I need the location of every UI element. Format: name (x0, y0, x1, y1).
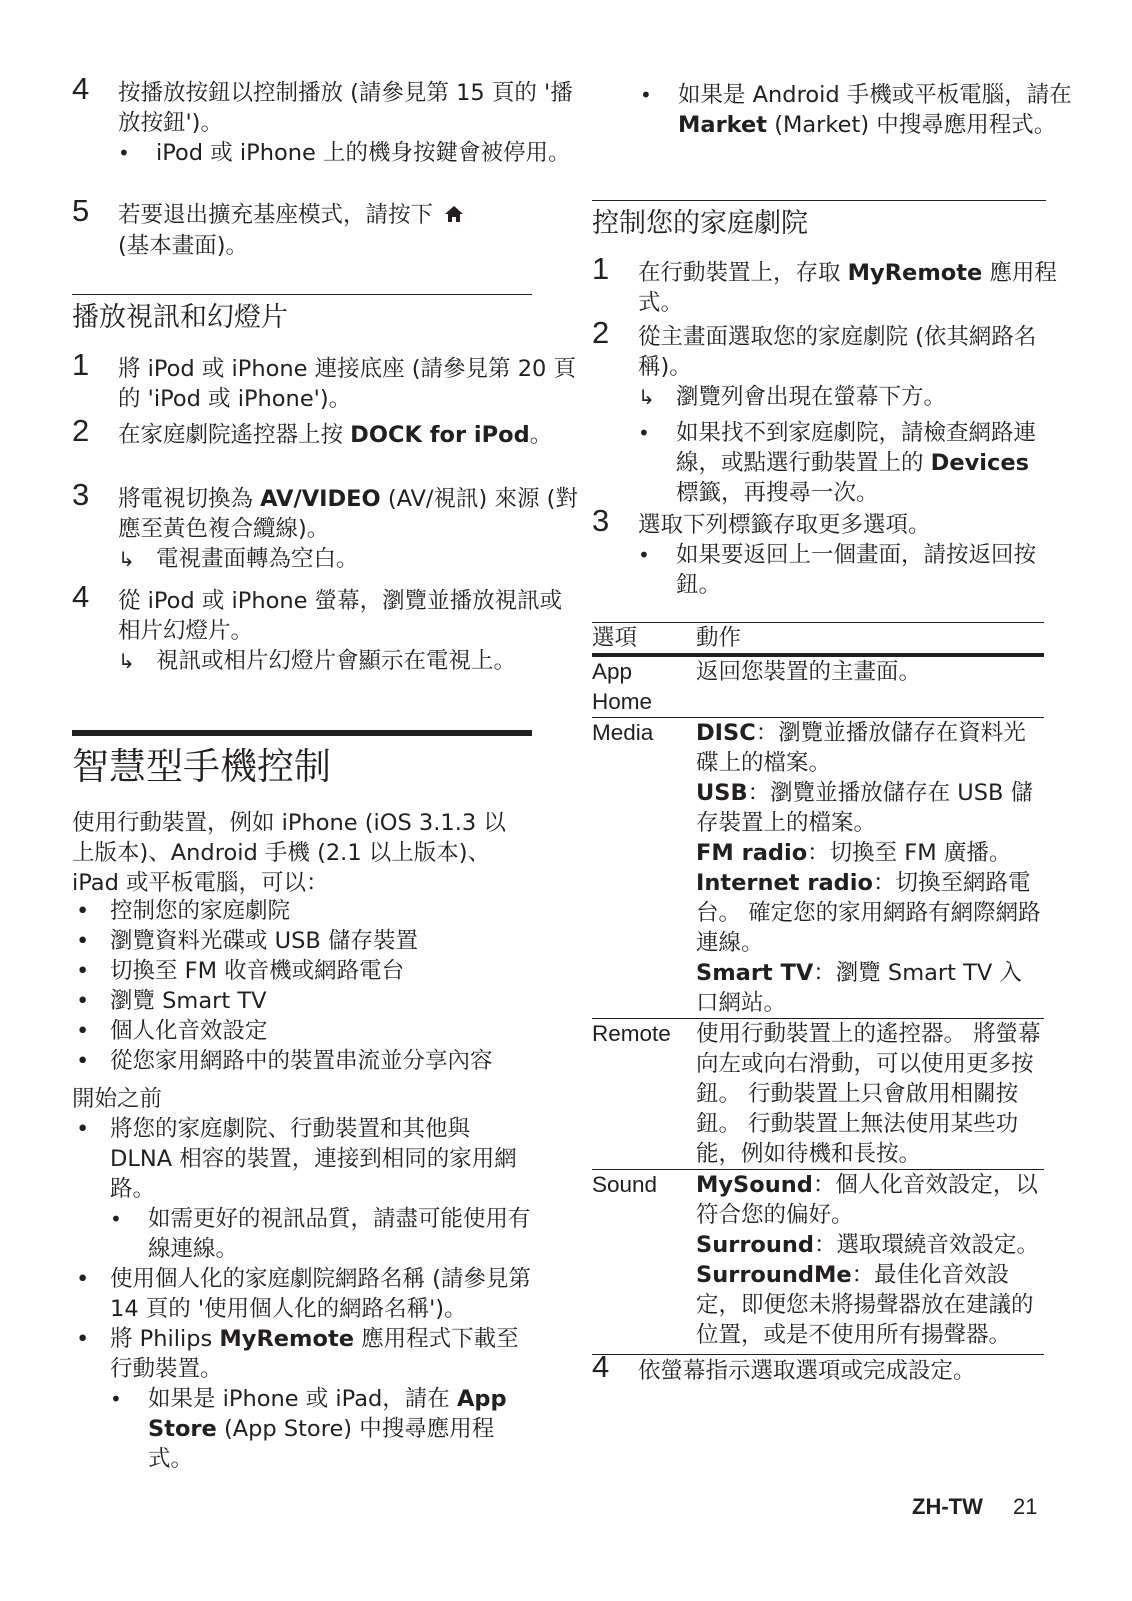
step-4 (592, 1349, 1078, 1386)
list-item (72, 1016, 532, 1046)
page-number: 21 (1012, 1494, 1038, 1519)
step-3 (72, 477, 578, 574)
step-text: 從主畫面選取您的家庭劇院 (依其網路名稱)。 (638, 324, 1037, 380)
bullet-dot: • (76, 958, 90, 984)
result (118, 646, 578, 676)
sub-bullet (110, 1384, 532, 1474)
bullet-dot: • (638, 421, 650, 445)
step-4 (72, 71, 578, 168)
home-icon (444, 201, 464, 231)
table-row (592, 655, 1044, 718)
sub-bullet-text: 如果是 iPhone 或 iPad，請在 (148, 1386, 450, 1412)
table-row (592, 718, 1044, 1019)
tab-name: Internet radio (696, 870, 873, 896)
list-item (72, 1264, 532, 1324)
step-number: 2 (72, 413, 90, 448)
bullet-text-end: 標籤，再搜尋一次。 (676, 480, 879, 506)
bullet-dot: • (76, 1266, 90, 1292)
list-item-text: 將 Philips (110, 1326, 213, 1352)
section-title-smartphone-control: 智慧型手機控制 (72, 730, 532, 792)
before-list (72, 1114, 532, 1474)
android-bullet (640, 80, 1078, 140)
result-arrow-icon: ↳ (638, 385, 655, 409)
bullet-dot: • (118, 141, 130, 165)
list-item-text: 瀏覽資料光碟或 USB 儲存裝置 (110, 928, 418, 954)
bullet-dot: • (76, 1048, 90, 1074)
result-text: 電視畫面轉為空白。 (156, 546, 359, 572)
step-number: 3 (72, 477, 90, 512)
key-label: AV/VIDEO (260, 486, 381, 512)
section-title-control-theater: 控制您的家庭劇院 (592, 200, 1046, 243)
tab-name: FM radio (696, 840, 808, 866)
tab-desc: ：瀏覽 Smart TV 入口網站。 (696, 960, 1022, 1016)
table-header-option: 選項 (592, 623, 696, 656)
list-item (72, 956, 532, 986)
bullet-text: iPod 或 iPhone 上的機身按鍵會被停用。 (156, 140, 571, 166)
result-arrow-icon: ↳ (118, 547, 135, 571)
step-number: 4 (72, 579, 90, 614)
tab-name: SurroundMe (696, 1262, 852, 1288)
step-text: 從 iPod 或 iPhone 螢幕，瀏覽並播放視訊或相片幻燈片。 (118, 588, 563, 644)
option-name: Sound (592, 1170, 696, 1355)
tab-desc: ：最佳化音效設定，即便您未將揚聲器放在建議的位置，或是不使用所有揚聲器。 (696, 1262, 1034, 1348)
sub-bullet-text-end: (App Store) 中搜尋應用程式。 (148, 1416, 495, 1472)
list-item-text: 將您的家庭劇院、行動裝置和其他與 DLNA 相容的裝置，連接到相同的家用網路。 (110, 1116, 517, 1202)
list-item (72, 1324, 532, 1474)
list-item-text: 使用個人化的家庭劇院網路名稱 (請參見第 14 頁的 '使用個人化的網路名稱')。 (110, 1266, 531, 1322)
bullet (118, 138, 578, 168)
bullet (638, 418, 1078, 508)
step-text-end: (AV/視訊) 來源 (對應至黃色複合纜線)。 (118, 486, 578, 542)
tab-name: Surround (696, 1232, 815, 1258)
store-name: Market (678, 112, 768, 138)
step-text-end: 。 (529, 422, 553, 448)
list-item (72, 926, 532, 956)
bullet-dot: • (76, 1326, 90, 1352)
app-name: MyRemote (219, 1326, 354, 1352)
list-item-text: 從您家用網路中的裝置串流並分享內容 (110, 1048, 493, 1074)
tab-name: USB (696, 780, 748, 806)
bullet-dot: • (76, 898, 90, 924)
step-number: 5 (72, 193, 90, 228)
list-item-text: 控制您的家庭劇院 (110, 898, 291, 924)
list-item-text-end: 應用程式下載至行動裝置。 (110, 1326, 519, 1382)
bullet (638, 540, 1078, 600)
intro-paragraph: 使用行動裝置，例如 iPhone (iOS 3.1.3 以上版本)、Android 手機 (2.1 以上版本)、iPad 或平板電腦，可以： (72, 810, 506, 896)
result-text: 瀏覽列會出現在螢幕下方。 (676, 384, 947, 410)
table-row (592, 1019, 1044, 1170)
table-row (592, 1170, 1044, 1355)
step-text: 將 iPod 或 iPhone 連接底座 (請參見第 20 頁的 'iPod 或 iPhone')。 (118, 356, 576, 412)
result-arrow-icon: ↳ (118, 649, 135, 673)
tab-name: DISC (696, 720, 756, 746)
option-action (696, 1170, 1044, 1355)
step-text: 在行動裝置上，存取 (638, 260, 841, 286)
option-action: 使用行動裝置上的遙控器。 將螢幕向左或向右滑動，可以使用更多按鈕。 行動裝置上只會啟用相關按鈕。 行動裝置上無法使用某些功能，例如待機和長按。 (696, 1019, 1044, 1170)
step-text: 選取下列標籤存取更多選項。 (638, 512, 931, 538)
page-footer (912, 1494, 1037, 1520)
step-5 (72, 193, 578, 261)
bullet-text-end: (Market) 中搜尋應用程式。 (774, 112, 1057, 138)
step-number: 4 (592, 1349, 610, 1384)
sub-bullet (110, 1204, 532, 1264)
bullet-dot: • (638, 543, 650, 567)
step-text: 將電視切換為 (118, 486, 254, 512)
step-1 (592, 251, 1078, 318)
list-item (72, 1114, 532, 1264)
bullet-dot: • (640, 83, 652, 107)
list-item (72, 896, 532, 926)
options-table (592, 622, 1044, 1355)
bullet-dot: • (110, 1207, 122, 1231)
bullet-text: 如果是 Android 手機或平板電腦，請在 (678, 82, 1072, 108)
step-number: 1 (72, 347, 90, 382)
bullet-text: 如果要返回上一個畫面，請按返回按鈕。 (676, 542, 1037, 598)
step-text: 按播放按鈕以控制播放 (請參見第 15 頁的 '播放按鈕')。 (118, 80, 573, 136)
bullet-dot: • (76, 928, 90, 954)
step-4b (72, 579, 578, 676)
option-action: 返回您裝置的主畫面。 (696, 655, 1044, 718)
option-name: Media (592, 718, 696, 1019)
feature-list (72, 896, 532, 1076)
tab-name: Devices (930, 450, 1029, 476)
table-header-action: 動作 (696, 623, 1044, 656)
step-text: 依螢幕指示選取選項或完成設定。 (638, 1358, 976, 1384)
step-number: 4 (72, 71, 90, 106)
tab-name: Smart TV (696, 960, 814, 986)
tab-desc: ：選取環繞音效設定。 (814, 1232, 1040, 1258)
tab-desc: ：個人化音效設定，以符合您的偏好。 (696, 1172, 1038, 1228)
list-item-text: 切換至 FM 收音機或網路電台 (110, 958, 405, 984)
list-item (72, 1046, 532, 1076)
step-number: 2 (592, 315, 610, 350)
step-2 (72, 413, 578, 450)
section-title-play-video: 播放視訊和幻燈片 (72, 294, 532, 337)
step-text-2: (基本畫面)。 (118, 232, 249, 259)
bullet-text: 如果找不到家庭劇院，請檢查網路連線，或點選行動裝置上的 (676, 420, 1037, 476)
option-name: Remote (592, 1019, 696, 1170)
step-text: 在家庭劇院遙控器上按 (118, 422, 344, 448)
bullet-dot: • (76, 1116, 90, 1142)
list-item (72, 986, 532, 1016)
app-name: MyRemote (847, 260, 983, 286)
bullet-dot: • (76, 1018, 90, 1044)
option-action (696, 718, 1044, 1019)
language-code: ZH-TW (912, 1494, 983, 1519)
sub-bullet-text: 如需更好的視訊品質，請盡可能使用有線連線。 (148, 1206, 531, 1262)
list-item-text: 瀏覽 Smart TV (110, 988, 267, 1014)
store-name: App Store (148, 1386, 507, 1442)
step-3 (592, 503, 1078, 600)
tab-desc: ：瀏覽並播放儲存在資料光碟上的檔案。 (696, 720, 1026, 776)
step-text: 若要退出擴充基座模式，請按下 (118, 202, 434, 228)
step-2 (592, 315, 1078, 508)
bullet-dot: • (76, 988, 90, 1014)
tab-desc: ：切換至 FM 廣播。 (807, 840, 1012, 866)
tab-desc: ：切換至網路電台。 確定您的家用網路有網際網路連線。 (696, 870, 1041, 956)
step-text-end: 應用程式。 (638, 260, 1057, 316)
before-you-start-title: 開始之前 (72, 1086, 163, 1112)
step-1 (72, 347, 578, 414)
bullet-dot: • (110, 1387, 122, 1411)
step-number: 1 (592, 251, 610, 286)
result-text: 視訊或相片幻燈片會顯示在電視上。 (156, 648, 517, 674)
list-item-text: 個人化音效設定 (110, 1018, 268, 1044)
tab-name: MySound (696, 1172, 813, 1198)
result (118, 544, 578, 574)
option-name: App Home (592, 655, 696, 718)
key-label: DOCK for iPod (350, 422, 530, 448)
result (638, 382, 1078, 412)
step-number: 3 (592, 503, 610, 538)
tab-desc: ：瀏覽並播放儲存在 USB 儲存裝置上的檔案。 (696, 780, 1034, 836)
